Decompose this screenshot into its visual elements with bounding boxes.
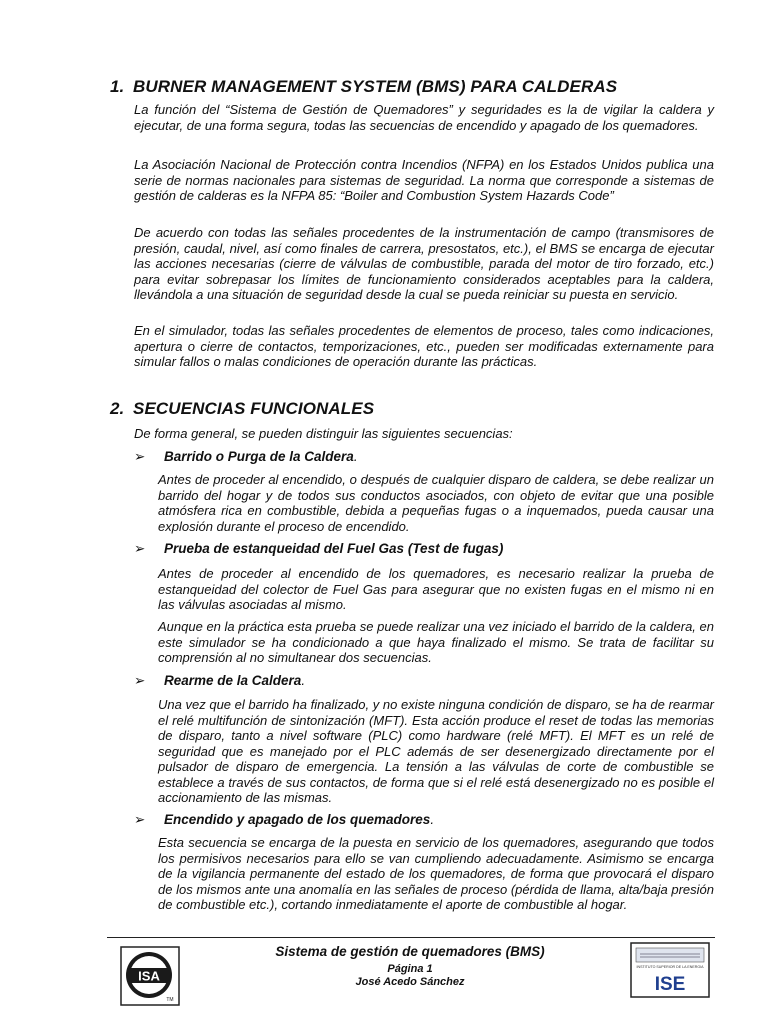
bullet-title: Barrido o Purga de la Caldera	[164, 449, 354, 464]
prueba-paragraph-2: Aunque en la práctica esta prueba se puede realizar una vez iniciado el barrido de la caldera, en este simulador se ha condicionado a que haya finalizado el mismo. Se trata de facilitar su comprensión al no simultanear dos secuencias.	[158, 619, 714, 665]
section-1-paragraph-1: La función del “Sistema de Gestión de Quemadores” y seguridades es la de vigilar la caldera y ejecutar, de una forma segura, todas las secuencias de encendido y apagado de los quemadores.	[134, 102, 714, 133]
bullet-heading-rearme	[134, 673, 305, 689]
rearme-paragraph-1: Una vez que el barrido ha finalizado, y no existe ninguna condición de disparo, se ha de rearmar el relé multifunción de sintonización (MFT). Esta acción produce el reset de todas las memorias de disparo, tanto a nivel software (PLC) como hardware (relé MFT). El MFT es un relé de seguridad que es manejado por el PLC además de ser desenergizado directamente por el pulsador de disparo de emergencia. La tensión a las válvulas de corte de combustible se establece a través de sus contactos, de forma que si el relé está desenergizado no es posible el accionamiento de las mismas.	[158, 697, 714, 805]
ise-logo	[630, 942, 710, 998]
footer-title: Sistema de gestión de quemadores (BMS)	[275, 944, 545, 959]
isa-logo-icon	[120, 946, 180, 1006]
bullet-title: Encendido y apagado de los quemadores	[164, 812, 431, 827]
section-2-intro: De forma general, se pueden distinguir las siguientes secuencias:	[134, 426, 513, 441]
footer-page-number: Página 1	[387, 963, 433, 975]
section-1-paragraph-4: En el simulador, todas las señales procedentes de elementos de proceso, tales como indicaciones, apertura o cierre de contactos, temporizaciones, etc., pueden ser modificadas externamente para simular fallos o malas condiciones de operación durante las prácticas.	[134, 323, 714, 369]
arrow-bullet-icon: ➢	[134, 673, 146, 688]
ise-logo-small-text: INSTITUTO SUPERIOR DE LA ENERGIA	[636, 965, 704, 969]
prueba-paragraph-1: Antes de proceder al encendido de los quemadores, es necesario realizar la prueba de estanqueidad del colector de Fuel Gas para asegurar que no existen fugas en el mismo ni en las válvulas asociadas al mismo.	[158, 566, 714, 612]
section-2-heading	[110, 399, 374, 419]
arrow-bullet-icon: ➢	[134, 449, 146, 464]
isa-logo-text: ISA	[138, 968, 160, 984]
bullet-title: Rearme de la Caldera	[164, 673, 302, 688]
isa-logo-tm: TM	[166, 997, 174, 1003]
section-1-number: 1.	[110, 77, 125, 96]
section-1-title: BURNER MANAGEMENT SYSTEM (BMS) PARA CALDERAS	[133, 77, 618, 96]
section-1-heading	[110, 77, 617, 97]
section-2-title: SECUENCIAS FUNCIONALES	[133, 399, 375, 418]
section-1-paragraph-2: La Asociación Nacional de Protección contra Incendios (NFPA) en los Estados Unidos publica una serie de normas nacionales para sistemas de seguridad. La norma que corresponde a sistemas de gestión de calderas es la NFPA 85: “Boiler and Combustion System Hazards Code”	[134, 157, 714, 203]
section-1-paragraph-3: De acuerdo con todas las señales procedentes de la instrumentación de campo (transmisores de presión, caudal, nivel, así como finales de carrera, presostatos, etc.), el BMS se encarga de ejecutar las acciones necesarias (cierre de válvulas de combustible, parada del motor de tiro forzado, etc.) para evitar sobrepasar los límites de funcionamiento considerados aceptables para la caldera, llevándola a una situación de seguridad desde la cual se pueda reiniciar su puesta en servicio.	[134, 225, 714, 302]
footer-divider	[107, 937, 715, 938]
ise-logo-icon	[630, 942, 710, 998]
bullet-title: Prueba de estanqueidad del Fuel Gas (Test de fugas)	[164, 541, 504, 556]
bullet-heading-encendido	[134, 812, 434, 828]
section-2-number: 2.	[110, 399, 125, 418]
bullet-heading-prueba	[134, 541, 503, 557]
encendido-paragraph-1: Esta secuencia se encarga de la puesta en servicio de los quemadores, asegurando que todos los permisivos necesarios para ello se van cumpliendo adecuadamente. Asimismo se encarga de la vigilancia permanente del estado de los quemadores, de forma que provocará el disparo de los mismos ante una anomalía en las señales de proceso (pérdida de llama, alta/baja presión de combustible etc.), cortando inmediatamente el aporte de combustible al hogar.	[158, 835, 714, 912]
bullet-suffix: .	[353, 449, 358, 464]
footer-author: José Acedo Sánchez	[355, 976, 465, 988]
ise-logo-text: ISE	[654, 974, 686, 995]
isa-logo	[120, 946, 180, 1006]
arrow-bullet-icon: ➢	[134, 812, 146, 827]
bullet-suffix: .	[301, 673, 306, 688]
arrow-bullet-icon: ➢	[134, 541, 146, 556]
bullet-suffix: .	[430, 812, 435, 827]
bullet-heading-barrido	[134, 449, 358, 465]
barrido-paragraph-1: Antes de proceder al encendido, o después de cualquier disparo de caldera, se debe realizar un barrido del hogar y de todos sus conductos asociados, con objeto de evitar que una posible atmósfera rica en combustible, debida a pequeñas fugas o a inquemados, pueda causar una explosión durante el proceso de encendido.	[158, 472, 714, 534]
